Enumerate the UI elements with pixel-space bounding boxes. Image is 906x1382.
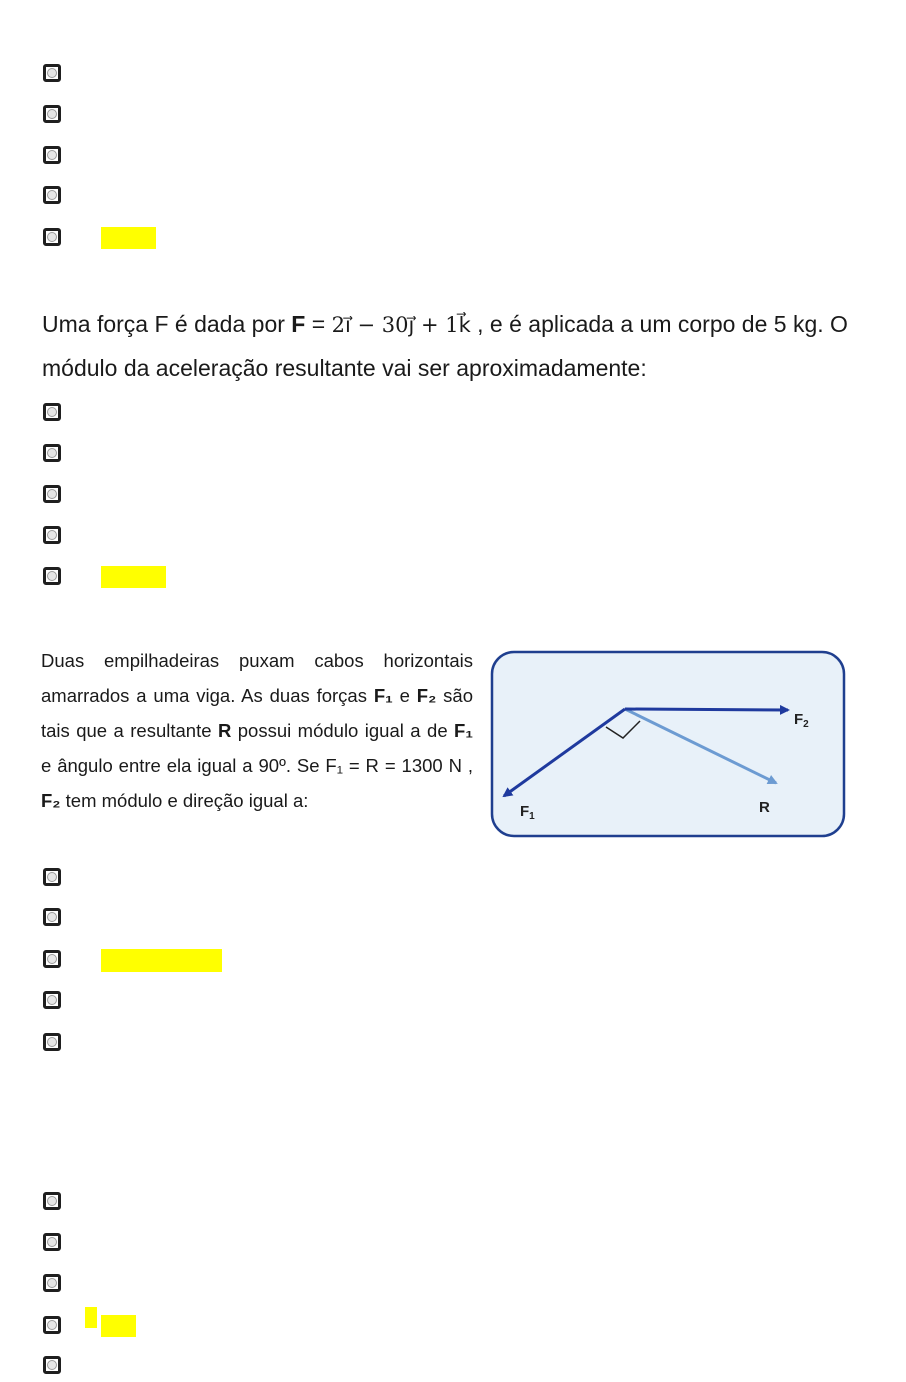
q4-answer-highlight	[101, 1315, 136, 1337]
force-diagram	[488, 648, 850, 842]
q2-option-1-radio[interactable]	[43, 403, 61, 421]
q4-option-3-radio[interactable]	[43, 1274, 61, 1292]
q3-option-2-radio[interactable]	[43, 908, 61, 926]
question-2-text: Uma força F é dada por F = 2i⃗ − 30j⃗ + 1k⃗ , e é aplicada a um corpo de 5 kg. O módulo da aceleração resultante vai ser aproximadamente:	[42, 311, 848, 381]
q3-answer-highlight	[101, 949, 222, 972]
q1-option-2-radio[interactable]	[43, 105, 61, 123]
q2-answer-highlight	[101, 566, 166, 588]
q2-option-3-radio[interactable]	[43, 485, 61, 503]
label-r: R	[759, 799, 770, 816]
label-f1: $F_1$	[520, 803, 535, 822]
q3-option-4-radio[interactable]	[43, 991, 61, 1009]
q3-option-5-radio[interactable]	[43, 1033, 61, 1051]
q3-option-1-radio[interactable]	[43, 868, 61, 886]
q3-option-3-radio[interactable]	[43, 950, 61, 968]
q1-answer-highlight	[101, 227, 156, 249]
q1-option-5-radio[interactable]	[43, 228, 61, 246]
q4-option-4-radio[interactable]	[43, 1316, 61, 1334]
question-3-text: Duas empilhadeiras puxam cabos horizontais amarrados a uma viga. As duas forças F₁ e F₂ são tais que a resultante R possui módulo igual a de F₁ e ângulo entre ela igual a 90º. Se F₁ = R = 1300 N , F₂ tem módulo e direção igual a:	[41, 650, 473, 811]
label-f2: $F_2$	[794, 711, 809, 730]
q1-option-4-radio[interactable]	[43, 186, 61, 204]
q4-option-2-radio[interactable]	[43, 1233, 61, 1251]
q1-option-3-radio[interactable]	[43, 146, 61, 164]
q1-option-1-radio[interactable]	[43, 64, 61, 82]
q2-option-4-radio[interactable]	[43, 526, 61, 544]
q4-answer-highlight-small	[85, 1307, 97, 1328]
q2-option-5-radio[interactable]	[43, 567, 61, 585]
force-f2-arrow	[625, 709, 788, 710]
q4-option-1-radio[interactable]	[43, 1192, 61, 1210]
diagram-frame	[492, 652, 844, 836]
q2-option-2-radio[interactable]	[43, 444, 61, 462]
force-formula: 2i⃗ − 30j⃗ + 1k⃗	[331, 313, 471, 337]
q4-option-5-radio[interactable]	[43, 1356, 61, 1374]
